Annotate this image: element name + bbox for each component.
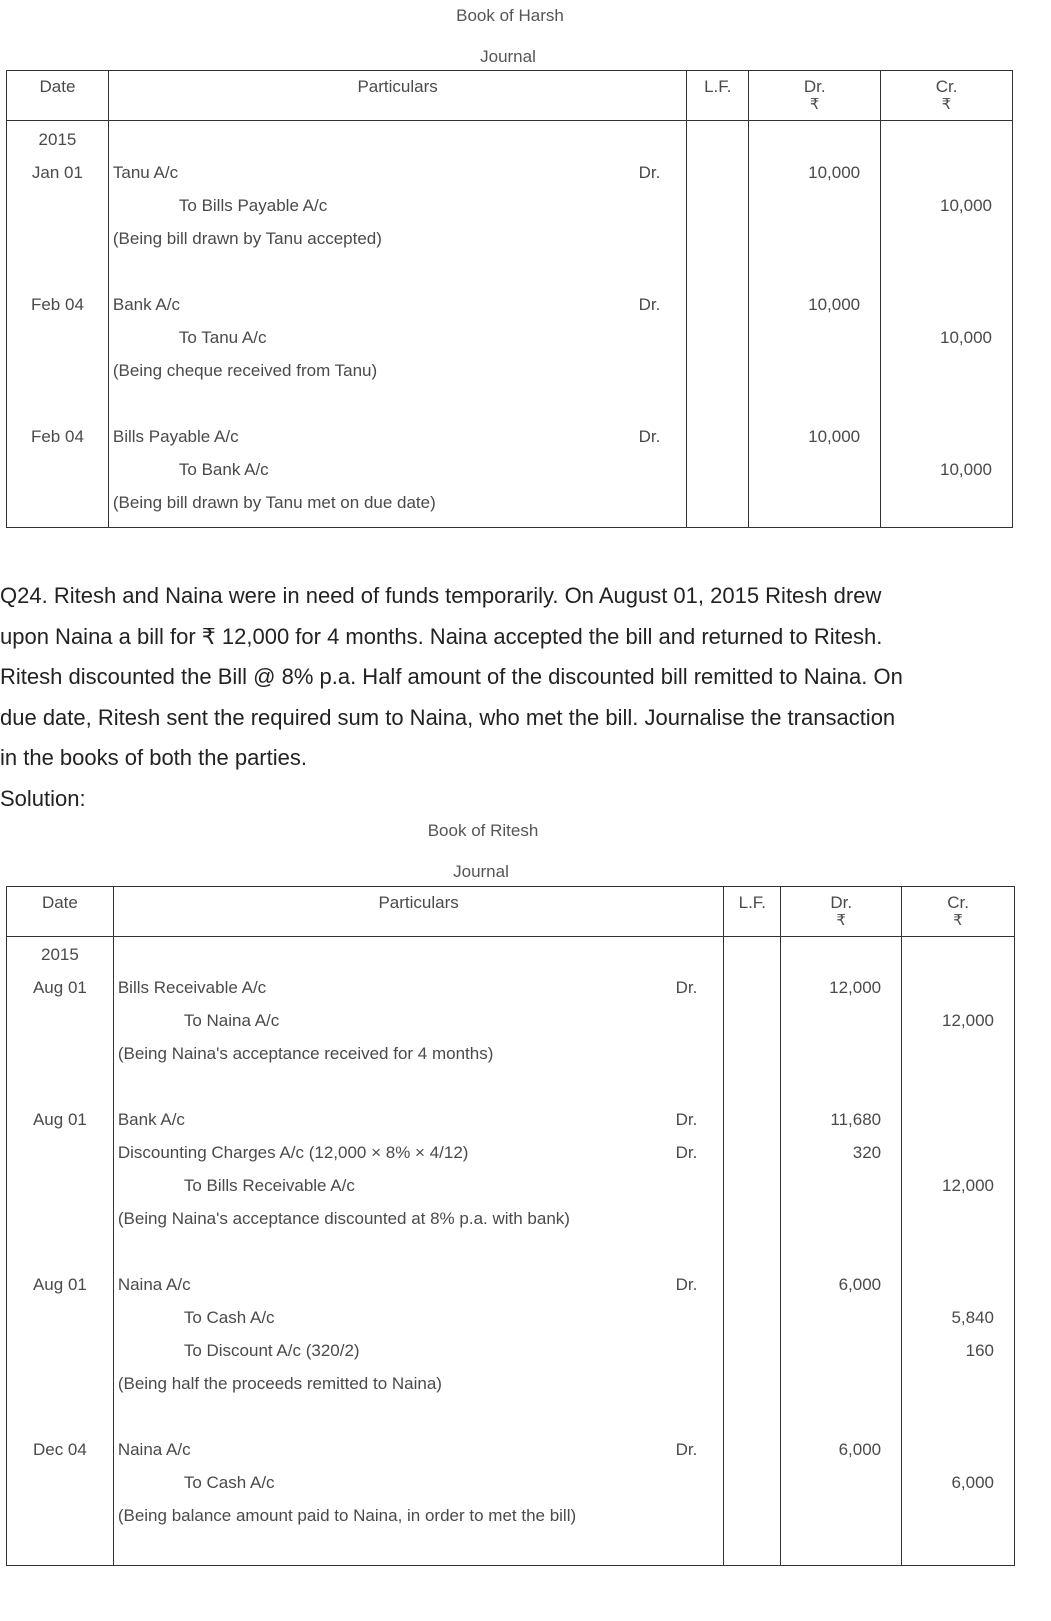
table-header-row xyxy=(7,887,1015,937)
dr-amount: 10,000 xyxy=(808,295,861,314)
dr-amount: 11,680 xyxy=(830,1110,882,1129)
question-line: upon Naina a bill for ₹ 12,000 for 4 months. Naina accepted the bill and returned to Ritesh. xyxy=(0,623,883,649)
credit-line: To Bank A/c xyxy=(178,460,269,479)
rupee-symbol: ₹ xyxy=(941,96,952,113)
rupee-symbol: ₹ xyxy=(809,96,820,113)
dr-column xyxy=(749,121,881,528)
entry-date: Jan 01 xyxy=(31,163,83,182)
cr-column xyxy=(902,937,1015,1566)
dr-amount: 10,000 xyxy=(808,427,861,446)
dr-amount: 10,000 xyxy=(808,163,861,182)
lf-column xyxy=(687,121,749,528)
harsh-journal-table xyxy=(6,70,1013,528)
lf-header: L.F. xyxy=(724,887,781,937)
rupee-symbol: ₹ xyxy=(953,912,963,929)
credit-line: To Bills Receivable A/c xyxy=(183,1176,355,1195)
narration: (Being cheque received from Tanu) xyxy=(112,361,378,380)
debit-line: Naina A/c Dr. xyxy=(117,1440,698,1459)
entry-date: Aug 01 xyxy=(32,1110,87,1129)
cr-header: Cr. ₹ xyxy=(881,71,1013,121)
credit-line: To Cash A/c xyxy=(183,1308,275,1327)
debit-line: Bank A/c Dr. xyxy=(112,295,661,314)
date-column xyxy=(7,121,109,528)
narration: (Being balance amount paid to Naina, in order to met the bill) xyxy=(117,1506,577,1525)
cr-amount: 160 xyxy=(965,1341,994,1360)
entry-date: Feb 04 xyxy=(30,295,84,314)
debit-line: Naina A/c Dr. xyxy=(117,1275,698,1294)
lf-header: L.F. xyxy=(687,71,749,121)
particulars-header: Particulars xyxy=(113,887,724,937)
dr-amount: 12,000 xyxy=(829,978,882,997)
dr-amount: 320 xyxy=(852,1143,882,1162)
entry-date: Aug 01 xyxy=(32,978,87,997)
solution-label: Solution: xyxy=(0,785,86,811)
narration: (Being bill drawn by Tanu met on due date) xyxy=(112,493,436,512)
cr-amount: 10,000 xyxy=(940,196,992,215)
date-header: Date xyxy=(7,887,114,937)
table-body-row xyxy=(7,121,1013,528)
question-text xyxy=(0,576,1051,819)
credit-line: To Naina A/c xyxy=(183,1011,280,1030)
cr-amount: 5,840 xyxy=(951,1308,994,1327)
narration: (Being Naina's acceptance discounted at 8% p.a. with bank) xyxy=(117,1209,570,1228)
dr-amount: 6,000 xyxy=(838,1440,882,1459)
year: 2015 xyxy=(41,945,79,964)
rupee-symbol: ₹ xyxy=(836,912,846,929)
lf-column xyxy=(724,937,781,1566)
debit-line: Tanu A/c Dr. xyxy=(112,163,661,182)
cr-amount: 12,000 xyxy=(942,1011,994,1030)
debit-line: Bills Receivable A/c Dr. xyxy=(117,978,698,997)
date-header: Date xyxy=(7,71,109,121)
particulars-column xyxy=(108,121,686,528)
dr-column xyxy=(781,937,902,1566)
year: 2015 xyxy=(38,130,77,149)
harsh-book-title: Book of Harsh xyxy=(456,6,564,25)
narration: (Being bill drawn by Tanu accepted) xyxy=(112,229,382,248)
particulars-column xyxy=(113,937,724,1566)
cr-header: Cr. ₹ xyxy=(902,887,1015,937)
entry-date: Aug 01 xyxy=(32,1275,87,1294)
cr-amount: 6,000 xyxy=(951,1473,994,1492)
credit-line: To Bills Payable A/c xyxy=(178,196,328,215)
harsh-journal-label: Journal xyxy=(480,47,536,66)
debit-line: Bank A/c Dr. xyxy=(117,1110,698,1129)
question-line: in the books of both the parties. xyxy=(0,745,307,770)
question-line: Ritesh discounted the Bill @ 8% p.a. Half amount of the discounted bill remitted to Naina. On xyxy=(0,664,903,689)
dr-header: Dr. ₹ xyxy=(781,887,902,937)
cr-amount: 10,000 xyxy=(940,328,992,347)
dr-header: Dr. ₹ xyxy=(749,71,881,121)
entry-date: Dec 04 xyxy=(32,1440,87,1459)
narration: (Being Naina's acceptance received for 4 months) xyxy=(117,1044,494,1063)
debit-line: Bills Payable A/c Dr. xyxy=(112,427,661,446)
credit-line: To Tanu A/c xyxy=(178,328,267,347)
debit-line: Discounting Charges A/c (12,000 × 8% × 4/12) Dr. xyxy=(117,1143,698,1162)
question-line: Q24. Ritesh and Naina were in need of funds temporarily. On August 01, 2015 Ritesh drew xyxy=(0,583,882,608)
table-body-row xyxy=(7,937,1015,1566)
question-number: Q24. xyxy=(0,583,48,608)
table-header-row xyxy=(7,71,1013,121)
ritesh-journal-table xyxy=(6,886,1015,1566)
ritesh-journal-label: Journal xyxy=(453,862,509,881)
question-line: due date, Ritesh sent the required sum to Naina, who met the bill. Journalise the transaction xyxy=(0,704,896,730)
cr-amount: 10,000 xyxy=(940,460,992,479)
cr-column xyxy=(881,121,1013,528)
ritesh-book-title: Book of Ritesh xyxy=(427,821,539,840)
cr-amount: 12,000 xyxy=(942,1176,994,1195)
dr-amount: 6,000 xyxy=(838,1275,882,1294)
narration: (Being half the proceeds remitted to Naina) xyxy=(117,1374,442,1393)
particulars-header: Particulars xyxy=(108,71,686,121)
credit-line: To Cash A/c xyxy=(183,1473,275,1492)
credit-line: To Discount A/c (320/2) xyxy=(183,1341,360,1360)
entry-date: Feb 04 xyxy=(30,427,84,446)
date-column xyxy=(7,937,114,1566)
